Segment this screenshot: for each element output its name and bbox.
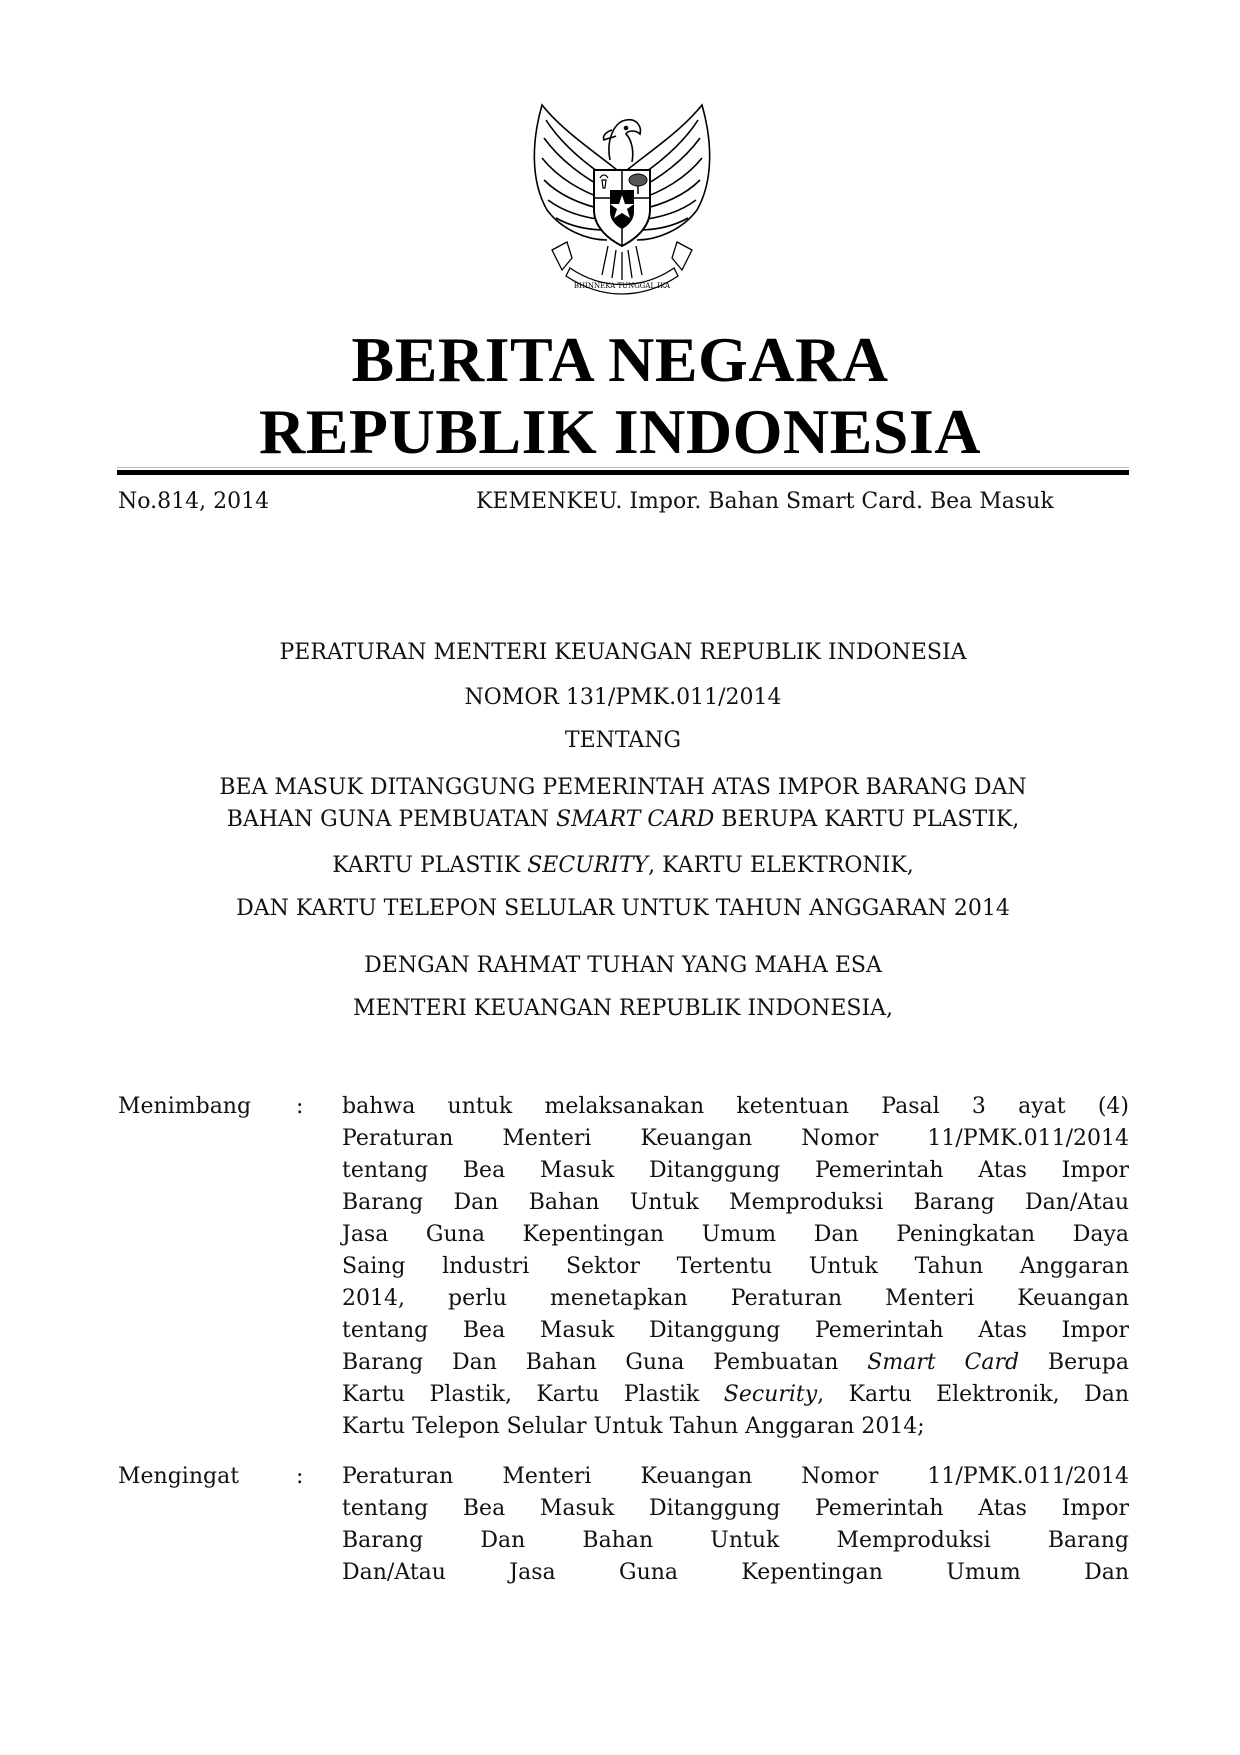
- clause-text: , Kartu Elektronik, Dan: [817, 1382, 1129, 1407]
- title-text: BERUPA KARTU PLASTIK,: [714, 807, 1020, 832]
- regulation-title-line3: [117, 850, 1129, 882]
- clause-italic-term: Security: [723, 1382, 818, 1407]
- garuda-emblem-icon: [522, 100, 722, 310]
- regulation-heading: PERATURAN MENTERI KEUANGAN REPUBLIK INDONESIA: [279, 640, 967, 665]
- clause-line: tentang Bea Masuk Ditanggung Pemerintah Atas Impor: [342, 1158, 1129, 1183]
- clause-body-menimbang: [342, 1091, 1129, 1443]
- clause-label-mengingat: Mengingat: [118, 1464, 240, 1489]
- clause-line: 2014, perlu menetapkan Peraturan Menteri Keuangan: [342, 1286, 1129, 1311]
- masthead-title-line2: REPUBLIK INDONESIA: [258, 396, 982, 467]
- clause-line: [342, 1347, 1129, 1379]
- title-italic-term: SECURITY: [527, 853, 649, 878]
- title-text: KARTU PLASTIK: [332, 853, 528, 878]
- invocation: DENGAN RAHMAT TUHAN YANG MAHA ESA: [364, 953, 882, 978]
- clause-text: Kartu Plastik, Kartu Plastik: [342, 1382, 724, 1407]
- clause-line: bahwa untuk melaksanakan ketentuan Pasal 3 ayat (4): [342, 1094, 1129, 1119]
- regulation-title-line4: DAN KARTU TELEPON SELULAR UNTUK TAHUN ANGGARAN 2014: [236, 896, 1010, 921]
- clause-text: Berupa: [1019, 1350, 1129, 1375]
- authority: MENTERI KEUANGAN REPUBLIK INDONESIA,: [352, 996, 894, 1021]
- clause-line: Peraturan Menteri Keuangan Nomor 11/PMK.011/2014: [342, 1126, 1129, 1151]
- clause-line: tentang Bea Masuk Ditanggung Pemerintah Atas Impor: [342, 1318, 1129, 1343]
- clause-line: Saing lndustri Sektor Tertentu Untuk Tahun Anggaran: [342, 1254, 1129, 1279]
- clause-colon: :: [296, 1094, 304, 1119]
- regulation-title-line1: BEA MASUK DITANGGUNG PEMERINTAH ATAS IMPOR BARANG DAN: [219, 775, 1027, 800]
- clause-text: Barang Dan Bahan Guna Pembuatan: [342, 1350, 868, 1375]
- clause-colon: :: [296, 1464, 304, 1489]
- regulation-number: NOMOR 131/PMK.011/2014: [464, 685, 782, 710]
- gazette-number: No.814, 2014: [118, 489, 270, 514]
- title-italic-term: SMART CARD: [556, 807, 715, 832]
- clause-line: Peraturan Menteri Keuangan Nomor 11/PMK.011/2014: [342, 1464, 1129, 1489]
- clause-italic-term: Smart Card: [867, 1350, 1020, 1375]
- masthead-rule-shadow: [117, 467, 1129, 468]
- clause-line: Jasa Guna Kepentingan Umum Dan Peningkatan Daya: [342, 1222, 1129, 1247]
- clause-line: Barang Dan Bahan Untuk Memproduksi Barang: [342, 1528, 1129, 1553]
- masthead-rule: [117, 470, 1129, 475]
- title-text: BAHAN GUNA PEMBUATAN: [226, 807, 557, 832]
- clause-line: tentang Bea Masuk Ditanggung Pemerintah Atas Impor: [342, 1496, 1129, 1521]
- regulation-title-line2: [117, 804, 1129, 836]
- masthead-title-line1: BERITA NEGARA: [351, 324, 889, 395]
- clause-line: Barang Dan Bahan Untuk Memproduksi Barang Dan/Atau: [342, 1190, 1129, 1215]
- clause-label-menimbang: Menimbang: [118, 1094, 252, 1119]
- title-text: , KARTU ELEKTRONIK,: [648, 853, 914, 878]
- gazette-subject: KEMENKEU. Impor. Bahan Smart Card. Bea Masuk: [476, 489, 1054, 514]
- clause-line: [342, 1379, 1129, 1411]
- clause-line: Dan/Atau Jasa Guna Kepentingan Umum Dan: [342, 1560, 1129, 1585]
- clause-body-mengingat: [342, 1461, 1129, 1589]
- regulation-about: TENTANG: [564, 728, 682, 753]
- clause-line: Kartu Telepon Selular Untuk Tahun Anggaran 2014;: [342, 1414, 925, 1439]
- emblem-motto: BHINNEKA TUNGGAL IKA: [573, 282, 671, 290]
